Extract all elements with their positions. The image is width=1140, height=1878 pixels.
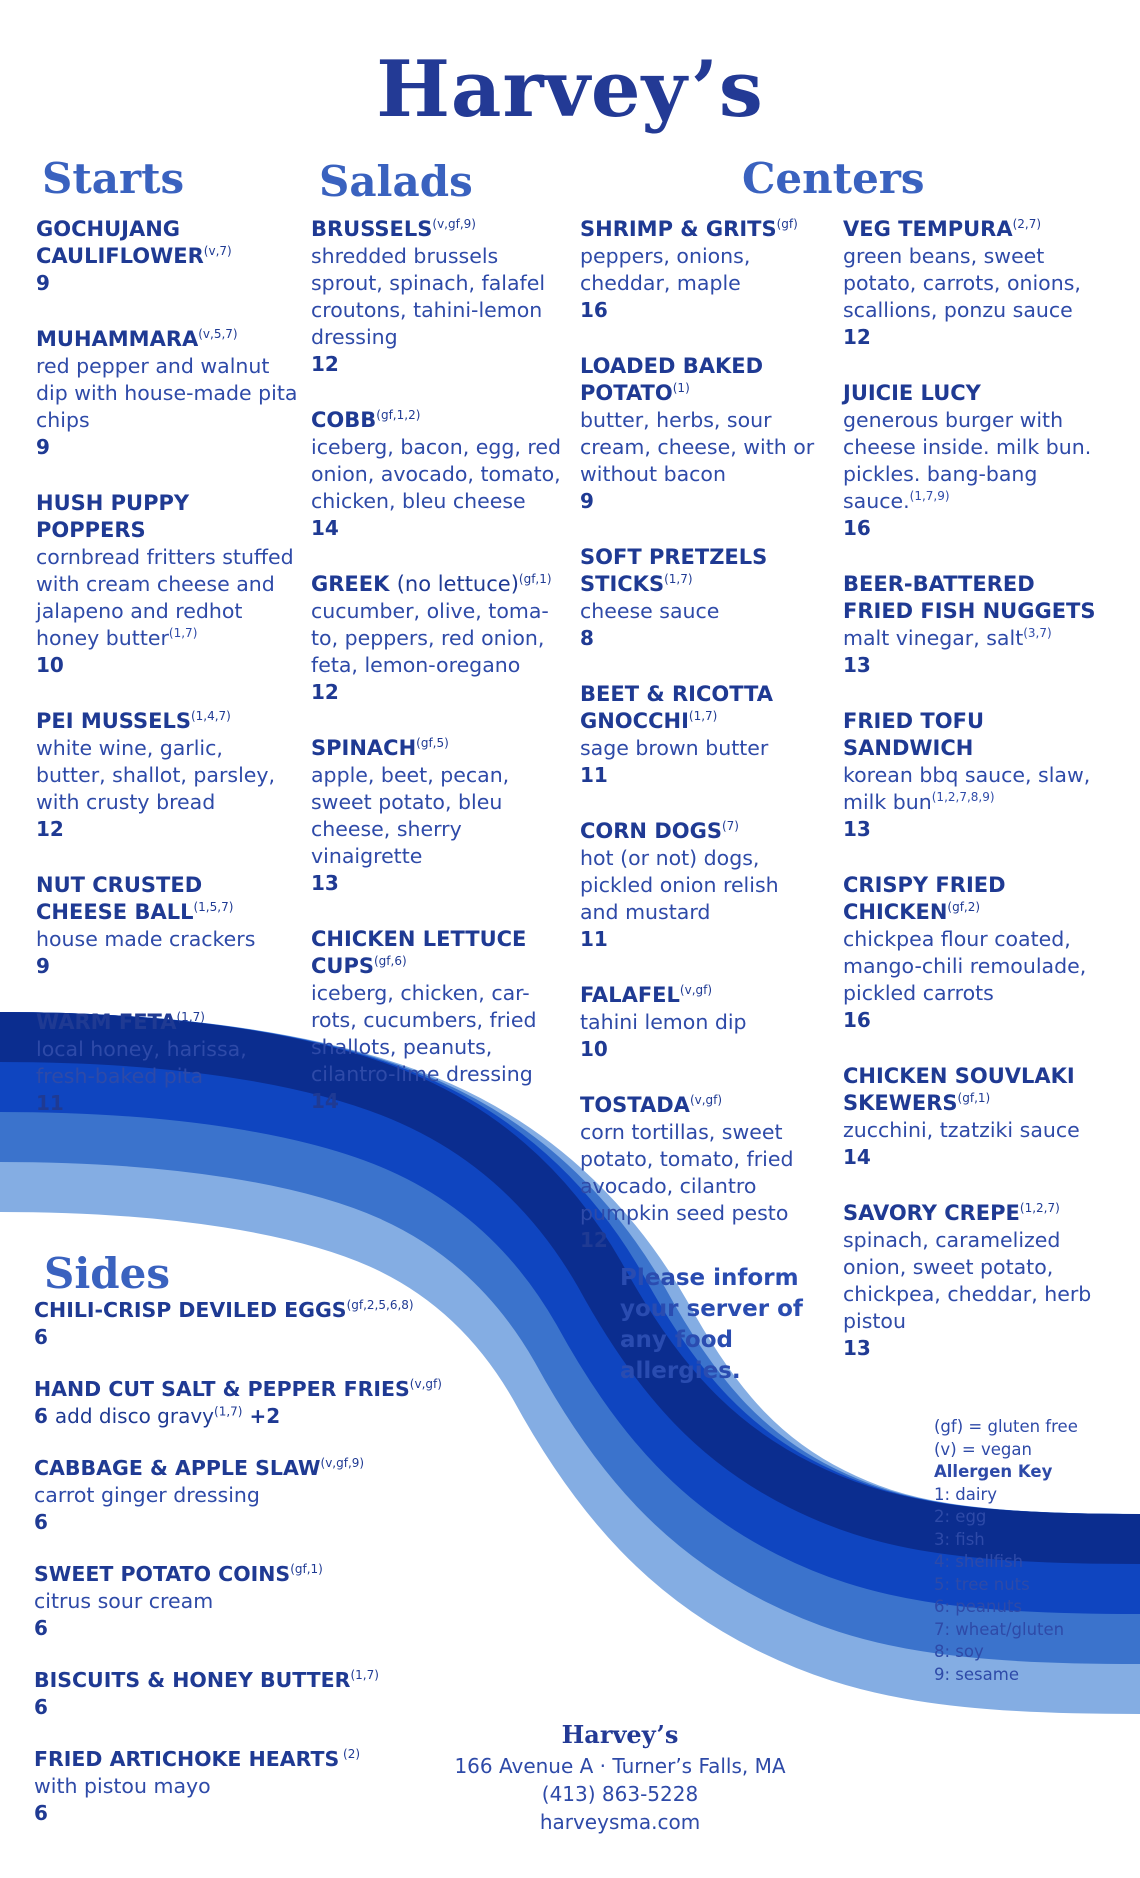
item-description (580, 735, 818, 762)
item-price (311, 351, 568, 378)
menu-item (34, 1667, 454, 1721)
item-description (36, 735, 298, 816)
item-description-text: red pepper and walnut dip with house-made pita chips (36, 354, 298, 432)
item-description (311, 598, 568, 679)
item-name-text: CORN DOGS (580, 819, 722, 843)
item-allergen-tags: (1) (672, 381, 690, 395)
item-description (580, 1009, 818, 1036)
item-name (580, 818, 818, 845)
item-price (843, 1335, 1105, 1362)
item-name-text: CHILI-CRISP DEVILED EGGS (34, 1298, 347, 1322)
item-note: (no lettuce) (396, 572, 519, 596)
item-allergen-tags: (v,7) (203, 244, 232, 258)
item-price (311, 1088, 568, 1115)
menu-item (843, 571, 1105, 679)
item-allergen-tags: (v,gf) (409, 1377, 442, 1392)
menu-item (36, 326, 298, 461)
item-name (843, 1200, 1105, 1227)
item-name (843, 708, 1105, 762)
item-addon-price: +2 (249, 1404, 281, 1428)
item-description-text: shredded brussels sprout, spinach, falafel croutons, tahini-lemon dressing (311, 244, 546, 349)
item-name (36, 490, 298, 544)
item-description-text: chickpea flour coated, mango-chili remoulade, pickled carrots (843, 927, 1087, 1005)
centers-right-list (843, 216, 1105, 1391)
item-description (34, 1482, 454, 1509)
item-price-value: 9 (36, 954, 50, 978)
item-allergen-tags: (1,7) (168, 626, 198, 641)
section-title-salads: Salads (319, 157, 473, 206)
item-price-value: 8 (580, 626, 594, 650)
menu-item (36, 708, 298, 843)
item-name (843, 571, 1105, 625)
menu-item (843, 1063, 1105, 1171)
item-price (580, 1036, 818, 1063)
item-price (311, 870, 568, 897)
item-name (843, 380, 1105, 407)
item-description-text: white wine, garlic, butter, shallot, parsley, with crusty bread (36, 736, 276, 814)
item-name (580, 1092, 818, 1119)
legend-item: 4: shellfish (934, 1552, 1024, 1571)
item-description-text: sage brown butter (580, 736, 769, 760)
item-price (580, 926, 818, 953)
item-name-text: JUICIE LUCY (843, 381, 981, 405)
item-allergen-tags: (7) (721, 819, 739, 833)
menu-item (580, 818, 818, 953)
item-price (580, 625, 818, 652)
item-name (580, 982, 818, 1009)
item-description-text: corn tortillas, sweet potato, tomato, fried avocado, cilantro pumpkin seed pesto (580, 1120, 794, 1225)
legend-item: 5: tree nuts (934, 1574, 1030, 1594)
item-description-text: local honey, harissa, fresh-baked pita (36, 1037, 247, 1088)
item-price-value: 12 (843, 325, 871, 349)
item-description-text: generous burger with cheese inside. milk bun. pickles. bang-bang sauce. (843, 408, 1092, 513)
item-allergen-tags: (gf,1,2) (376, 408, 421, 422)
item-description-text: spinach, caramelized onion, sweet potato, chickpea, cheddar, herb pistou (843, 1228, 1092, 1333)
item-allergen-tags: (1,2,7) (1019, 1201, 1060, 1215)
item-allergen-tags: (v,5,7) (198, 327, 238, 341)
item-description-text: with pistou mayo (34, 1774, 211, 1798)
item-price-value: 6 (34, 1695, 48, 1719)
sides-list (34, 1297, 454, 1852)
item-price-value: 12 (311, 680, 339, 704)
item-price-value: 6 (34, 1616, 48, 1640)
restaurant-logo: Harvey’s (376, 44, 764, 135)
item-allergen-tags: (gf,6) (373, 954, 407, 968)
item-price (34, 1509, 454, 1536)
item-description-text: malt vinegar, salt (843, 626, 1024, 650)
legend-gluten-free: (gf) = gluten free (934, 1417, 1078, 1436)
item-name-text: VEG TEMPURA (843, 217, 1013, 241)
menu-item (580, 216, 818, 324)
item-price-value: 11 (36, 1091, 64, 1115)
item-name-text: BEET & RICOTTA GNOCCHI (580, 682, 773, 733)
item-allergen-tags: (2) (339, 1747, 361, 1762)
item-name (843, 216, 1105, 243)
item-name-text: SAVORY CREPE (843, 1201, 1020, 1225)
item-price (843, 1144, 1105, 1171)
item-description (843, 407, 1105, 515)
item-description (311, 243, 568, 351)
item-price (34, 1694, 454, 1721)
legend-vegan: (v) = vegan (934, 1439, 1032, 1459)
item-description (36, 544, 298, 652)
item-description (580, 598, 818, 625)
item-name-text: FALAFEL (580, 983, 680, 1007)
item-description (34, 1588, 454, 1615)
item-description (843, 1227, 1105, 1335)
item-name (34, 1297, 454, 1324)
item-allergen-tags: (2,7) (1012, 217, 1042, 231)
legend-heading: Allergen Key (934, 1462, 1053, 1481)
item-price-value: 14 (843, 1145, 871, 1169)
item-price-value: 13 (843, 653, 871, 677)
item-description-text: iceberg, chicken, car-rots, cucumbers, fried shallots, peanuts, cilantro-lime dressing (311, 981, 537, 1086)
footer-logo: Harvey’s (561, 1720, 679, 1749)
item-name-text: NUT CRUSTED CHEESE BALL (36, 873, 203, 924)
item-price (580, 1227, 818, 1254)
menu-item (34, 1376, 454, 1430)
section-title-starts: Starts (42, 154, 185, 203)
item-allergen-tags: (gf,1) (518, 572, 552, 586)
menu-item (34, 1746, 454, 1827)
footer-address: 166 Avenue A · Turner’s Falls, MA (454, 1754, 786, 1778)
item-description-text: cheese sauce (580, 599, 720, 623)
section-title-sides: Sides (44, 1249, 171, 1298)
item-name (34, 1376, 454, 1403)
legend-items (934, 1484, 1078, 1687)
footer (420, 1718, 820, 1836)
menu-item (311, 407, 568, 542)
item-description (311, 434, 568, 515)
item-allergen-tags: (1,7) (350, 1668, 379, 1683)
item-allergen-tags: (1,4,7) (190, 709, 231, 723)
menu-item (580, 681, 818, 789)
item-name-text: LOADED BAKED POTATO (580, 354, 764, 405)
item-name (843, 1063, 1105, 1117)
item-allergen-tags: (1,2,7,8,9) (931, 790, 995, 805)
item-price (843, 515, 1105, 542)
item-name-text: COBB (311, 408, 377, 432)
item-description-text: apple, beet, pecan, sweet potato, bleu cheese, sherry vinaigrette (311, 763, 510, 868)
item-price (843, 324, 1105, 351)
item-allergen-tags: (gf,1) (957, 1091, 991, 1105)
item-price (843, 1007, 1105, 1034)
item-name (311, 216, 568, 243)
item-price (36, 953, 298, 980)
item-price-value: 6 (34, 1325, 48, 1349)
item-price-value: 11 (580, 927, 608, 951)
item-description (843, 926, 1105, 1007)
item-description-text: korean bbq sauce, slaw, milk bun (843, 763, 1091, 814)
item-price (36, 1090, 298, 1117)
item-allergen-tags: (gf,5) (416, 736, 449, 750)
item-name-text: BRUSSELS (311, 217, 433, 241)
item-price-value: 13 (311, 871, 339, 895)
item-name-text: CRISPY FRIED CHICKEN (843, 873, 1006, 924)
item-description (36, 926, 298, 953)
item-description-text: hot (or not) dogs, pickled onion relish and mustard (580, 846, 779, 924)
menu-item (580, 1092, 818, 1254)
item-allergen-tags: (v,gf,9) (432, 217, 476, 231)
legend-item: 1: dairy (934, 1484, 998, 1504)
menu-item (311, 926, 568, 1115)
item-description (843, 625, 1105, 652)
item-price-value: 9 (36, 271, 50, 295)
item-description (311, 762, 568, 870)
menu-item (843, 216, 1105, 351)
item-price-value: 14 (311, 1089, 339, 1113)
item-name (580, 216, 818, 243)
item-price (34, 1800, 454, 1827)
item-price-value: 9 (580, 489, 594, 513)
item-price-value: 11 (580, 763, 608, 787)
legend-item: 9: sesame (934, 1664, 1019, 1684)
item-name (34, 1746, 454, 1773)
item-price (311, 679, 568, 706)
allergy-notice: Please inform your server of any food allergies. (620, 1265, 803, 1384)
item-name-text: GREEK (311, 572, 390, 596)
item-allergen-tags: (gf,2) (947, 900, 981, 914)
item-description (36, 1036, 298, 1090)
item-description-text: butter, herbs, sour cream, cheese, with or without bacon (580, 408, 815, 486)
item-description-text: tahini lemon dip (580, 1010, 747, 1034)
menu-item (34, 1561, 454, 1642)
centers-left-list (580, 216, 818, 1283)
item-allergen-tags: (1,7) (214, 1404, 243, 1419)
item-price-value: 12 (36, 817, 64, 841)
item-name-text: SHRIMP & GRITS (580, 217, 777, 241)
starts-list (36, 216, 298, 1146)
item-description-text: iceberg, bacon, egg, red onion, avocado, tomato, chicken, bleu cheese (311, 435, 562, 513)
item-price-value: 10 (580, 1037, 608, 1061)
item-price (843, 816, 1105, 843)
item-price-value: 12 (580, 1228, 608, 1252)
item-price-value: 13 (843, 1336, 871, 1360)
menu-item (580, 982, 818, 1063)
item-allergen-tags: (v,gf) (689, 1093, 723, 1107)
item-name-text: MUHAMMARA (36, 327, 199, 351)
item-price-value: 12 (311, 352, 339, 376)
item-price-value: 16 (580, 298, 608, 322)
footer-website[interactable]: harveysma.com (539, 1810, 701, 1834)
item-name (311, 926, 568, 980)
item-description-text: house made crackers (36, 927, 256, 951)
item-description-text: cucumber, olive, toma-to, peppers, red onion, feta, lemon-oregano (311, 599, 549, 677)
item-price-value: 9 (36, 435, 50, 459)
item-description-text: cornbread fritters stuffed with cream cheese and jalapeno and redhot honey butter (36, 545, 294, 650)
item-price-value: 14 (311, 516, 339, 540)
item-description-text: carrot ginger dressing (34, 1483, 260, 1507)
item-allergen-tags: (gf,2,5,6,8) (346, 1298, 414, 1313)
item-price-value: 6 (34, 1801, 48, 1825)
item-description (843, 243, 1105, 324)
item-name (36, 872, 298, 926)
item-name (580, 681, 818, 735)
item-description (34, 1773, 454, 1800)
item-name-text: BISCUITS & HONEY BUTTER (34, 1668, 351, 1692)
item-description (580, 845, 818, 926)
menu-item (36, 490, 298, 679)
menu-item (843, 872, 1105, 1034)
item-description (843, 1117, 1105, 1144)
item-price-value: 6 (34, 1404, 48, 1428)
item-description (843, 762, 1105, 816)
item-name-text: HAND CUT SALT & PEPPER FRIES (34, 1377, 410, 1401)
item-description-text: zucchini, tzatziki sauce (843, 1118, 1080, 1142)
item-price (34, 1324, 454, 1351)
menu-item (36, 1009, 298, 1117)
item-name-text: SPINACH (311, 736, 417, 760)
legend-item: 2: egg (934, 1507, 987, 1526)
item-price-value: 16 (843, 516, 871, 540)
item-allergen-tags: (1,5,7) (193, 900, 234, 914)
item-name (34, 1561, 454, 1588)
item-addon: add disco gravy (54, 1404, 215, 1428)
item-price-value: 6 (34, 1510, 48, 1534)
item-name-text: PEI MUSSELS (36, 709, 191, 733)
menu-item (34, 1455, 454, 1536)
menu-item (843, 1200, 1105, 1362)
item-name-text: SOFT PRETZELS STICKS (580, 545, 768, 596)
item-price (36, 434, 298, 461)
item-price (36, 816, 298, 843)
item-description-text: peppers, onions, cheddar, maple (580, 244, 751, 295)
menu-item (580, 544, 818, 652)
allergen-legend (934, 1416, 1078, 1686)
item-name (36, 216, 298, 270)
item-description (580, 243, 818, 297)
item-name (34, 1455, 454, 1482)
item-name (843, 872, 1105, 926)
menu-item (580, 353, 818, 515)
menu-item (843, 708, 1105, 843)
footer-phone[interactable]: (413) 863-5228 (541, 1782, 699, 1806)
item-description-text: citrus sour cream (34, 1589, 214, 1613)
item-name (34, 1667, 454, 1694)
menu-item (36, 872, 298, 980)
menu-item (36, 216, 298, 297)
item-price-value: 10 (36, 653, 64, 677)
item-price (580, 488, 818, 515)
item-allergen-tags: (1,7) (688, 709, 718, 723)
item-name-text: SWEET POTATO COINS (34, 1562, 291, 1586)
item-name-text: BEER-BATTERED FRIED FISH NUGGETS (843, 572, 1096, 623)
item-name (36, 1009, 298, 1036)
item-price (843, 652, 1105, 679)
item-name-text: CABBAGE & APPLE SLAW (34, 1456, 321, 1480)
item-price (580, 297, 818, 324)
item-name-text: WARM FETA (36, 1010, 177, 1034)
item-price (311, 515, 568, 542)
legend-item: 6: peanuts (934, 1597, 1023, 1616)
item-price (36, 652, 298, 679)
item-name (36, 326, 298, 353)
item-allergen-tags: (1,7) (176, 1010, 205, 1024)
item-name-text: CHICKEN LETTUCE CUPS (311, 927, 527, 978)
item-price (36, 270, 298, 297)
item-description (580, 407, 818, 488)
item-allergen-tags: (gf,1) (290, 1562, 323, 1577)
item-allergen-tags: (v,gf,9) (320, 1456, 365, 1471)
item-name (311, 735, 568, 762)
item-name (311, 571, 568, 598)
item-allergen-tags: (3,7) (1023, 626, 1052, 641)
item-description (580, 1119, 818, 1227)
item-price-value: 16 (843, 1008, 871, 1032)
salads-list (311, 216, 568, 1144)
item-price (34, 1615, 454, 1642)
item-allergen-tags: (gf) (776, 217, 798, 231)
item-price (34, 1403, 454, 1430)
section-title-centers: Centers (742, 154, 925, 203)
menu-item (311, 216, 568, 378)
item-price-value: 13 (843, 817, 871, 841)
item-description (311, 980, 568, 1088)
item-name (311, 407, 568, 434)
legend-item: 8: soy (934, 1642, 984, 1661)
item-name (580, 353, 818, 407)
item-name-text: TOSTADA (580, 1093, 690, 1117)
menu-item (311, 571, 568, 706)
item-description-text: green beans, sweet potato, carrots, onions, scallions, ponzu sauce (843, 244, 1081, 322)
item-name-text: HUSH PUPPY POPPERS (36, 491, 190, 542)
item-name-text: GOCHUJANG CAULIFLOWER (36, 217, 204, 268)
item-allergen-tags: (1,7) (664, 572, 693, 586)
item-allergen-tags: (1,7,9) (909, 489, 950, 504)
item-name (580, 544, 818, 598)
menu-item (34, 1297, 454, 1351)
legend-item: 3: fish (934, 1529, 985, 1549)
legend-item: 7: wheat/gluten (934, 1619, 1065, 1639)
item-description (36, 353, 298, 434)
item-price (580, 762, 818, 789)
menu-item (311, 735, 568, 897)
item-name (36, 708, 298, 735)
item-name-text: FRIED TOFU SANDWICH (843, 709, 984, 760)
item-name-text: FRIED ARTICHOKE HEARTS (34, 1747, 340, 1771)
menu-item (843, 380, 1105, 542)
item-name-text: CHICKEN SOUVLAKI SKEWERS (843, 1064, 1075, 1115)
item-allergen-tags: (v,gf) (679, 983, 713, 997)
